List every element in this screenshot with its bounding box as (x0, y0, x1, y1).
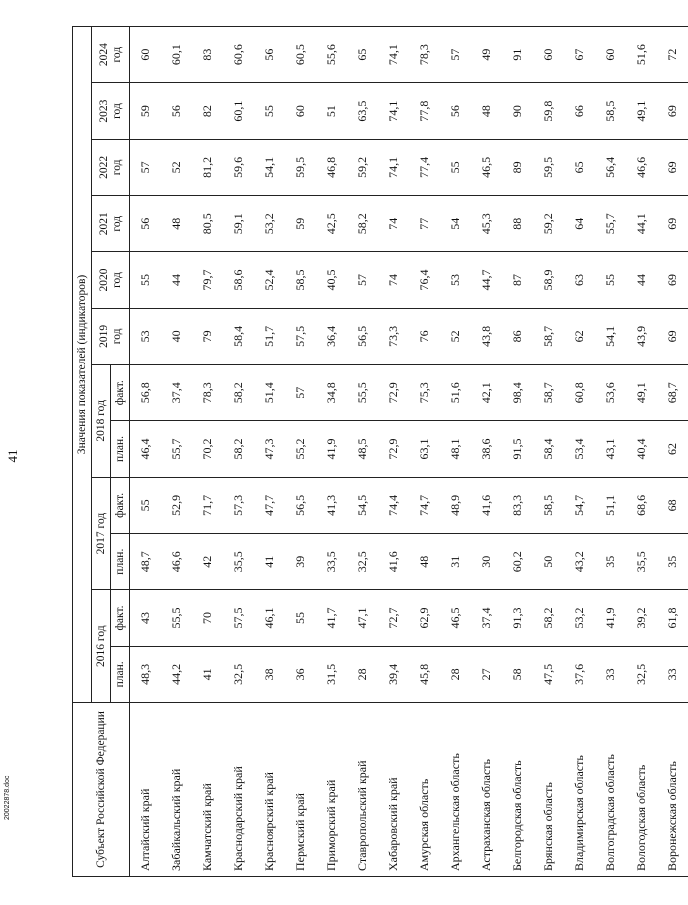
value-cell: 60,2 (502, 534, 533, 590)
value-cell: 37,4 (161, 365, 192, 421)
indicators-table-container (72, 27, 679, 877)
value-cell: 68,7 (657, 365, 688, 421)
value-cell: 56 (440, 83, 471, 139)
value-cell: 57,5 (223, 590, 254, 646)
value-cell: 53 (440, 252, 471, 308)
region-name-cell: Архангельская область (440, 703, 471, 877)
value-cell: 55 (130, 252, 161, 308)
value-cell: 62 (564, 308, 595, 364)
value-cell: 32,5 (223, 646, 254, 702)
year-header-2018: 2018 год (92, 365, 111, 478)
value-cell: 58,2 (533, 590, 564, 646)
region-name-cell: Хабаровский край (378, 703, 409, 877)
value-cell: 57,5 (285, 308, 316, 364)
value-cell: 60,8 (564, 365, 595, 421)
value-cell: 83 (192, 26, 223, 82)
value-cell: 59,6 (223, 139, 254, 195)
value-cell: 54 (440, 196, 471, 252)
value-cell: 48 (409, 534, 440, 590)
value-cell: 91,5 (502, 421, 533, 477)
value-cell: 32,5 (626, 646, 657, 702)
value-cell: 36 (285, 646, 316, 702)
value-cell: 57 (130, 139, 161, 195)
value-cell: 58,5 (533, 477, 564, 533)
value-cell: 57 (440, 26, 471, 82)
value-cell: 65 (347, 26, 378, 82)
value-cell: 63,1 (409, 421, 440, 477)
value-cell: 40 (161, 308, 192, 364)
value-cell: 69 (657, 83, 688, 139)
value-cell: 60,1 (161, 26, 192, 82)
value-cell: 41,7 (316, 590, 347, 646)
value-cell: 55,5 (347, 365, 378, 421)
file-footer: 20022878.doc (4, 775, 11, 820)
region-name-cell: Волгоградская область (595, 703, 626, 877)
value-cell: 42,5 (316, 196, 347, 252)
value-cell: 72,7 (378, 590, 409, 646)
value-cell: 60,1 (223, 83, 254, 139)
value-cell: 49 (471, 26, 502, 82)
value-cell: 35 (595, 534, 626, 590)
value-cell: 58,2 (223, 365, 254, 421)
value-cell: 43 (130, 590, 161, 646)
value-cell: 86 (502, 308, 533, 364)
subject-column-header: Субъект Российской Федерации (73, 703, 130, 877)
value-cell: 55 (254, 83, 285, 139)
value-cell: 41,6 (471, 477, 502, 533)
value-cell: 59,8 (533, 83, 564, 139)
value-cell: 41 (192, 646, 223, 702)
value-cell: 59,5 (533, 139, 564, 195)
value-cell: 46,1 (254, 590, 285, 646)
value-cell: 35,5 (626, 534, 657, 590)
year-header-2023: 2023 год (92, 83, 130, 139)
plan-header: план. (111, 534, 130, 590)
value-cell: 43,1 (595, 421, 626, 477)
value-cell: 43,9 (626, 308, 657, 364)
value-cell: 55,7 (161, 421, 192, 477)
value-cell: 52,4 (254, 252, 285, 308)
value-cell: 33,5 (316, 534, 347, 590)
value-cell: 59,1 (223, 196, 254, 252)
value-cell: 74,7 (409, 477, 440, 533)
value-cell: 51,6 (440, 365, 471, 421)
value-cell: 59 (285, 196, 316, 252)
value-cell: 56 (161, 83, 192, 139)
region-name-cell: Приморский край (316, 703, 347, 877)
value-cell: 58,5 (595, 83, 626, 139)
plan-header: план. (111, 646, 130, 702)
value-cell: 56 (254, 26, 285, 82)
plan-header: план. (111, 421, 130, 477)
value-cell: 47,5 (533, 646, 564, 702)
value-cell: 45,8 (409, 646, 440, 702)
value-cell: 77,8 (409, 83, 440, 139)
value-cell: 48,9 (440, 477, 471, 533)
value-cell: 48 (471, 83, 502, 139)
table-row (223, 26, 254, 876)
value-cell: 53 (130, 308, 161, 364)
value-cell: 51,1 (595, 477, 626, 533)
value-cell: 32,5 (347, 534, 378, 590)
value-cell: 28 (440, 646, 471, 702)
value-cell: 53,6 (595, 365, 626, 421)
value-cell: 43,8 (471, 308, 502, 364)
region-name-cell: Амурская область (409, 703, 440, 877)
region-name-cell: Владимирская область (564, 703, 595, 877)
value-cell: 74,1 (378, 83, 409, 139)
table-row (409, 26, 440, 876)
value-cell: 57,3 (223, 477, 254, 533)
year-header-2020: 2020 год (92, 252, 130, 308)
value-cell: 52 (161, 139, 192, 195)
fact-header: факт. (111, 365, 130, 421)
value-cell: 87 (502, 252, 533, 308)
value-cell: 77 (409, 196, 440, 252)
value-cell: 62,9 (409, 590, 440, 646)
region-name-cell: Краснодарский край (223, 703, 254, 877)
value-cell: 46,6 (626, 139, 657, 195)
table-row (657, 26, 688, 876)
value-cell: 58,5 (285, 252, 316, 308)
value-cell: 78,3 (192, 365, 223, 421)
page-number: 41 (5, 449, 20, 463)
value-cell: 58,2 (347, 196, 378, 252)
value-cell: 77,4 (409, 139, 440, 195)
table-body (130, 26, 688, 876)
value-cell: 82 (192, 83, 223, 139)
value-cell: 44,2 (161, 646, 192, 702)
value-cell: 74 (378, 196, 409, 252)
value-cell: 48,5 (347, 421, 378, 477)
value-cell: 64 (564, 196, 595, 252)
value-cell: 55,5 (161, 590, 192, 646)
value-cell: 72,9 (378, 421, 409, 477)
value-cell: 70,2 (192, 421, 223, 477)
region-name-cell: Астраханская область (471, 703, 502, 877)
table-row (130, 26, 161, 876)
value-cell: 58,7 (533, 365, 564, 421)
value-cell: 56 (130, 196, 161, 252)
table-row (533, 26, 564, 876)
year-header-2021: 2021 год (92, 196, 130, 252)
value-cell: 81,2 (192, 139, 223, 195)
value-cell: 57 (347, 252, 378, 308)
value-cell: 76,4 (409, 252, 440, 308)
value-cell: 46,5 (440, 590, 471, 646)
value-cell: 53,2 (254, 196, 285, 252)
value-cell: 33 (595, 646, 626, 702)
value-cell: 44 (626, 252, 657, 308)
value-cell: 78,3 (409, 26, 440, 82)
value-cell: 56,5 (285, 477, 316, 533)
value-cell: 51 (316, 83, 347, 139)
value-cell: 51,7 (254, 308, 285, 364)
value-cell: 69 (657, 196, 688, 252)
value-cell: 68,6 (626, 477, 657, 533)
value-cell: 38,6 (471, 421, 502, 477)
value-cell: 38 (254, 646, 285, 702)
table-row (626, 26, 657, 876)
value-cell: 79,7 (192, 252, 223, 308)
table-header (73, 26, 130, 876)
value-cell: 35,5 (223, 534, 254, 590)
value-cell: 69 (657, 139, 688, 195)
value-cell: 89 (502, 139, 533, 195)
table-row (564, 26, 595, 876)
value-cell: 40,4 (626, 421, 657, 477)
value-cell: 75,3 (409, 365, 440, 421)
value-cell: 55 (440, 139, 471, 195)
indicators-table (72, 26, 688, 877)
table-row (595, 26, 626, 876)
table-row (347, 26, 378, 876)
value-cell: 41,6 (378, 534, 409, 590)
value-cell: 51,4 (254, 365, 285, 421)
value-cell: 27 (471, 646, 502, 702)
value-cell: 34,8 (316, 365, 347, 421)
table-row (316, 26, 347, 876)
value-cell: 56,5 (347, 308, 378, 364)
value-cell: 46,4 (130, 421, 161, 477)
value-cell: 44 (161, 252, 192, 308)
value-cell: 55 (285, 590, 316, 646)
value-cell: 73,3 (378, 308, 409, 364)
value-cell: 65 (564, 139, 595, 195)
value-cell: 60,6 (223, 26, 254, 82)
value-cell: 30 (471, 534, 502, 590)
value-cell: 74 (378, 252, 409, 308)
value-cell: 41,9 (316, 421, 347, 477)
value-cell: 58,6 (223, 252, 254, 308)
value-cell: 55 (130, 477, 161, 533)
value-cell: 55,2 (285, 421, 316, 477)
table-row (285, 26, 316, 876)
value-cell: 46,6 (161, 534, 192, 590)
table-row (440, 26, 471, 876)
region-name-cell: Забайкальский край (161, 703, 192, 877)
value-cell: 66 (564, 83, 595, 139)
table-row (378, 26, 409, 876)
year-header-2024: 2024 год (92, 26, 130, 82)
value-cell: 51,6 (626, 26, 657, 82)
table-row (471, 26, 502, 876)
year-header-2017: 2017 год (92, 477, 111, 590)
value-cell: 55,6 (316, 26, 347, 82)
value-cell: 56,4 (595, 139, 626, 195)
value-cell: 71,7 (192, 477, 223, 533)
value-cell: 50 (533, 534, 564, 590)
value-cell: 76 (409, 308, 440, 364)
value-cell: 72 (657, 26, 688, 82)
value-cell: 37,4 (471, 590, 502, 646)
value-cell: 74,1 (378, 26, 409, 82)
table-row (254, 26, 285, 876)
value-cell: 46,8 (316, 139, 347, 195)
value-cell: 74,4 (378, 477, 409, 533)
value-cell: 44,1 (626, 196, 657, 252)
value-cell: 58,2 (223, 421, 254, 477)
value-cell: 79 (192, 308, 223, 364)
value-cell: 55,7 (595, 196, 626, 252)
value-cell: 58 (502, 646, 533, 702)
value-cell: 69 (657, 252, 688, 308)
fact-header: факт. (111, 477, 130, 533)
value-cell: 39,2 (626, 590, 657, 646)
value-cell: 41,3 (316, 477, 347, 533)
value-cell: 47,7 (254, 477, 285, 533)
value-cell: 35 (657, 534, 688, 590)
value-cell: 42 (192, 534, 223, 590)
value-cell: 83,3 (502, 477, 533, 533)
indicators-header: Значения показателей (индикаторов) (73, 26, 92, 702)
value-cell: 49,1 (626, 83, 657, 139)
value-cell: 41 (254, 534, 285, 590)
value-cell: 44,7 (471, 252, 502, 308)
value-cell: 91,3 (502, 590, 533, 646)
value-cell: 67 (564, 26, 595, 82)
region-name-cell: Вологодская область (626, 703, 657, 877)
value-cell: 62 (657, 421, 688, 477)
value-cell: 98,4 (502, 365, 533, 421)
value-cell: 53,2 (564, 590, 595, 646)
value-cell: 55 (595, 252, 626, 308)
value-cell: 39 (285, 534, 316, 590)
value-cell: 48,7 (130, 534, 161, 590)
value-cell: 31,5 (316, 646, 347, 702)
value-cell: 60 (595, 26, 626, 82)
value-cell: 58,4 (533, 421, 564, 477)
value-cell: 59,2 (533, 196, 564, 252)
value-cell: 54,1 (595, 308, 626, 364)
region-name-cell: Камчатский край (192, 703, 223, 877)
value-cell: 36,4 (316, 308, 347, 364)
value-cell: 49,1 (626, 365, 657, 421)
value-cell: 52,9 (161, 477, 192, 533)
value-cell: 59,2 (347, 139, 378, 195)
value-cell: 54,1 (254, 139, 285, 195)
value-cell: 28 (347, 646, 378, 702)
value-cell: 58,9 (533, 252, 564, 308)
value-cell: 48,1 (440, 421, 471, 477)
value-cell: 46,5 (471, 139, 502, 195)
value-cell: 53,4 (564, 421, 595, 477)
value-cell: 41,9 (595, 590, 626, 646)
fact-header: факт. (111, 590, 130, 646)
region-name-cell: Алтайский край (130, 703, 161, 877)
year-header-2019: 2019 год (92, 308, 130, 364)
region-name-cell: Белгородская область (502, 703, 533, 877)
year-header-2016: 2016 год (92, 590, 111, 703)
table-row (161, 26, 192, 876)
value-cell: 69 (657, 308, 688, 364)
value-cell: 61,8 (657, 590, 688, 646)
value-cell: 60 (533, 26, 564, 82)
value-cell: 54,5 (347, 477, 378, 533)
value-cell: 59 (130, 83, 161, 139)
value-cell: 70 (192, 590, 223, 646)
value-cell: 58,7 (533, 308, 564, 364)
value-cell: 91 (502, 26, 533, 82)
value-cell: 48 (161, 196, 192, 252)
value-cell: 31 (440, 534, 471, 590)
region-name-cell: Красноярский край (254, 703, 285, 877)
table-row (502, 26, 533, 876)
value-cell: 74,1 (378, 139, 409, 195)
region-name-cell: Воронежская область (657, 703, 688, 877)
value-cell: 33 (657, 646, 688, 702)
table-row (192, 26, 223, 876)
value-cell: 40,5 (316, 252, 347, 308)
value-cell: 54,7 (564, 477, 595, 533)
year-header-2022: 2022 год (92, 139, 130, 195)
region-name-cell: Брянская область (533, 703, 564, 877)
value-cell: 43,2 (564, 534, 595, 590)
value-cell: 59,5 (285, 139, 316, 195)
value-cell: 88 (502, 196, 533, 252)
value-cell: 37,6 (564, 646, 595, 702)
value-cell: 42,1 (471, 365, 502, 421)
value-cell: 47,1 (347, 590, 378, 646)
value-cell: 57 (285, 365, 316, 421)
region-name-cell: Пермский край (285, 703, 316, 877)
value-cell: 45,3 (471, 196, 502, 252)
value-cell: 52 (440, 308, 471, 364)
value-cell: 68 (657, 477, 688, 533)
value-cell: 72,9 (378, 365, 409, 421)
value-cell: 60 (285, 83, 316, 139)
value-cell: 63,5 (347, 83, 378, 139)
value-cell: 63 (564, 252, 595, 308)
region-name-cell: Ставропольский край (347, 703, 378, 877)
value-cell: 90 (502, 83, 533, 139)
value-cell: 47,3 (254, 421, 285, 477)
value-cell: 48,3 (130, 646, 161, 702)
value-cell: 80,5 (192, 196, 223, 252)
value-cell: 60 (130, 26, 161, 82)
value-cell: 39,4 (378, 646, 409, 702)
value-cell: 56,8 (130, 365, 161, 421)
value-cell: 58,4 (223, 308, 254, 364)
value-cell: 60,5 (285, 26, 316, 82)
